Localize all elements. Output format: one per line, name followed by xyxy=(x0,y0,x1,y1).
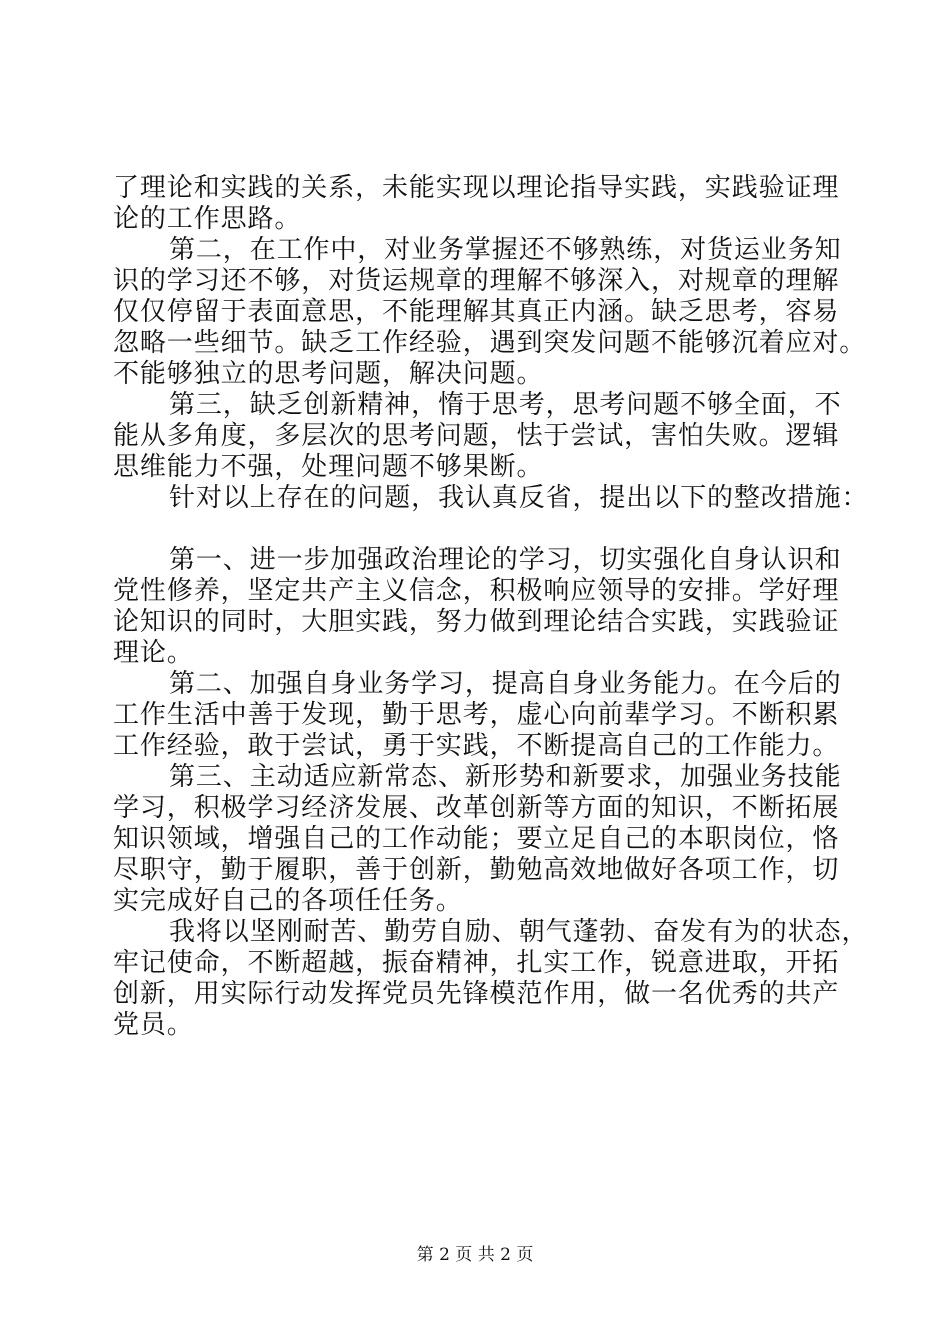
paragraph-start-line: 第一、进一步加强政治理论的学习，切实强化自身认识和 xyxy=(169,545,842,575)
document-body xyxy=(113,173,869,1041)
text-line: 理论。 xyxy=(113,638,194,668)
text-line: 创新，用实际行动发挥党员先锋模范作用，做一名优秀的共产 xyxy=(113,979,840,1009)
text-line: 识的学习还不够，对货运规章的理解不够深入，对规章的理解 xyxy=(113,266,840,296)
text-line: 党员。 xyxy=(113,1010,194,1040)
text-line: 仅仅停留于表面意思，不能理解其真正内涵。缺乏思考，容易 xyxy=(113,297,840,327)
text-line: 了理论和实践的关系，未能实现以理论指导实践，实践验证理 xyxy=(113,173,840,203)
paragraph-start-line: 第三，缺乏创新精神，惰于思考，思考问题不够全面，不 xyxy=(169,390,842,420)
page-number-footer: 第 2 页 共 2 页 xyxy=(416,1245,534,1265)
paragraph-start-line: 第三、主动适应新常态、新形势和新要求，加强业务技能 xyxy=(169,762,842,792)
text-line: 论的工作思路。 xyxy=(113,204,302,234)
text-line: 牢记使命，不断超越，振奋精神，扎实工作，锐意进取，开拓 xyxy=(113,948,840,978)
text-line: 党性修养，坚定共产主义信念，积极响应领导的安排。学好理 xyxy=(113,576,840,606)
text-line: 不能够独立的思考问题，解决问题。 xyxy=(113,359,544,389)
text-line: 论知识的同时，大胆实践，努力做到理论结合实践，实践验证 xyxy=(113,607,840,637)
text-line: 学习，积极学习经济发展、改革创新等方面的知识，不断拓展 xyxy=(113,793,840,823)
paragraph-start-line: 我将以坚刚耐苦、勤劳自励、朝气蓬勃、奋发有为的状态， xyxy=(169,917,869,947)
text-line: 尽职守，勤于履职，善于创新，勤勉高效地做好各项工作，切 xyxy=(113,855,840,885)
paragraph-start-line: 第二、加强自身业务学习，提高自身业务能力。在今后的 xyxy=(169,669,842,699)
text-line: 工作经验，敢于尝试，勇于实践，不断提高自己的工作能力。 xyxy=(113,731,840,761)
text-line: 忽略一些细节。缺乏工作经验，遇到突发问题不能够沉着应对。 xyxy=(113,328,867,358)
text-line: 知识领域，增强自己的工作动能；要立足自己的本职岗位，恪 xyxy=(113,824,840,854)
text-line: 思维能力不强，处理问题不够果断。 xyxy=(113,452,544,482)
text-line: 能从多角度，多层次的思考问题，怯于尝试，害怕失败。逻辑 xyxy=(113,421,840,451)
paragraph-start-line: 针对以上存在的问题，我认真反省，提出以下的整改措施： xyxy=(169,483,869,513)
paragraph-start-line: 第二，在工作中，对业务掌握还不够熟练，对货运业务知 xyxy=(169,235,842,265)
paragraph-gap xyxy=(113,514,843,545)
text-line: 实完成好自己的各项任任务。 xyxy=(113,886,463,916)
text-line: 工作生活中善于发现，勤于思考，虚心向前辈学习。不断积累 xyxy=(113,700,840,730)
